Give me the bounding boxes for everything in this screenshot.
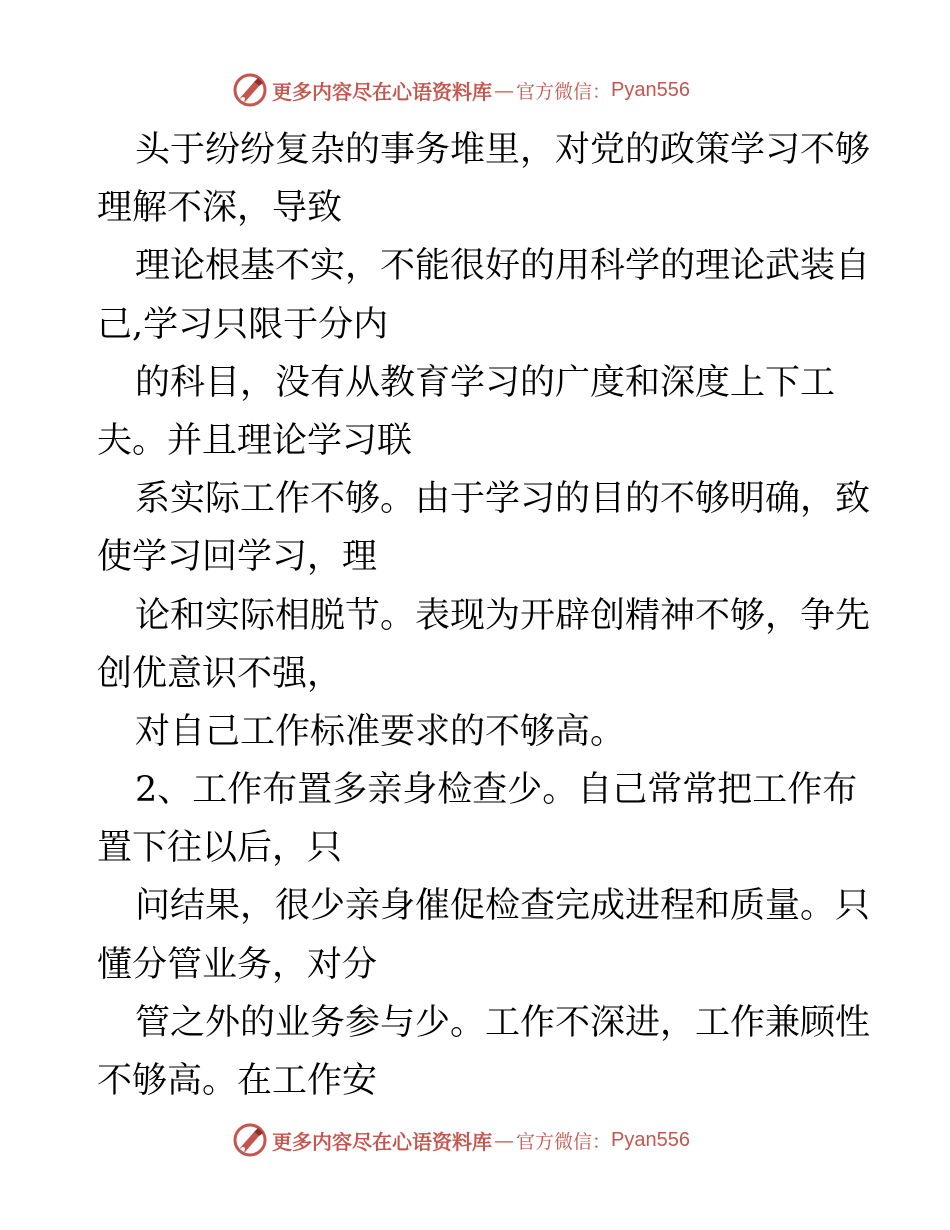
body-line: 创优意识不强， <box>97 653 343 694</box>
body-line: 不够高。在工作安 <box>97 1061 378 1101</box>
footer-wechat-label: 官方微信： <box>516 1130 612 1153</box>
body-line: 头于纷纷复杂的事务堆里，对党的政策学习不够 <box>135 130 871 170</box>
body-line: 理论根基不实，不能很好的用科学的理论武装自 <box>135 246 871 287</box>
body-line: 对自己工作标准要求的不够高。 <box>135 711 626 752</box>
header-watermark-banner <box>232 70 690 110</box>
body-line: 夫。并且理论学习联 <box>97 420 413 461</box>
footer-watermark-banner <box>232 1120 690 1160</box>
pen-logo-icon <box>232 1122 268 1158</box>
body-line: 论和实际相脱节。表现为开辟创精神不够，争先 <box>135 595 871 636</box>
header-site-text: 更多内容尽在心语资料库 <box>272 79 492 104</box>
body-line: 问结果，很少亲身催促检查完成进程和质量。只 <box>135 886 871 927</box>
header-separator: — <box>494 78 514 102</box>
body-line: 己,学习只限于分内 <box>97 304 389 345</box>
header-wechat-account: Pyan556 <box>611 78 690 101</box>
body-line: 使学习回学习，理 <box>97 537 378 578</box>
footer-wechat-account: Pyan556 <box>611 1128 690 1151</box>
body-line: 理解不深，导致 <box>97 188 343 229</box>
body-line: 管之外的业务参与少。工作不深进，工作兼顾性 <box>135 1002 871 1043</box>
body-line: 懂分管业务，对分 <box>97 944 378 985</box>
body-line: 系实际工作不够。由于学习的目的不够明确，致 <box>135 479 871 520</box>
footer-site-text: 更多内容尽在心语资料库 <box>272 1129 492 1154</box>
document-body <box>97 121 871 1110</box>
footer-separator: — <box>494 1128 514 1152</box>
body-line: 的科目，没有从教育学习的广度和深度上下工 <box>135 362 836 403</box>
header-wechat-label: 官方微信： <box>516 80 612 103</box>
pen-logo-icon <box>232 72 268 108</box>
body-line: 2、工作布置多亲身检查少。自己常常把工作布 <box>135 770 858 811</box>
body-line: 置下往以后，只 <box>97 828 343 869</box>
